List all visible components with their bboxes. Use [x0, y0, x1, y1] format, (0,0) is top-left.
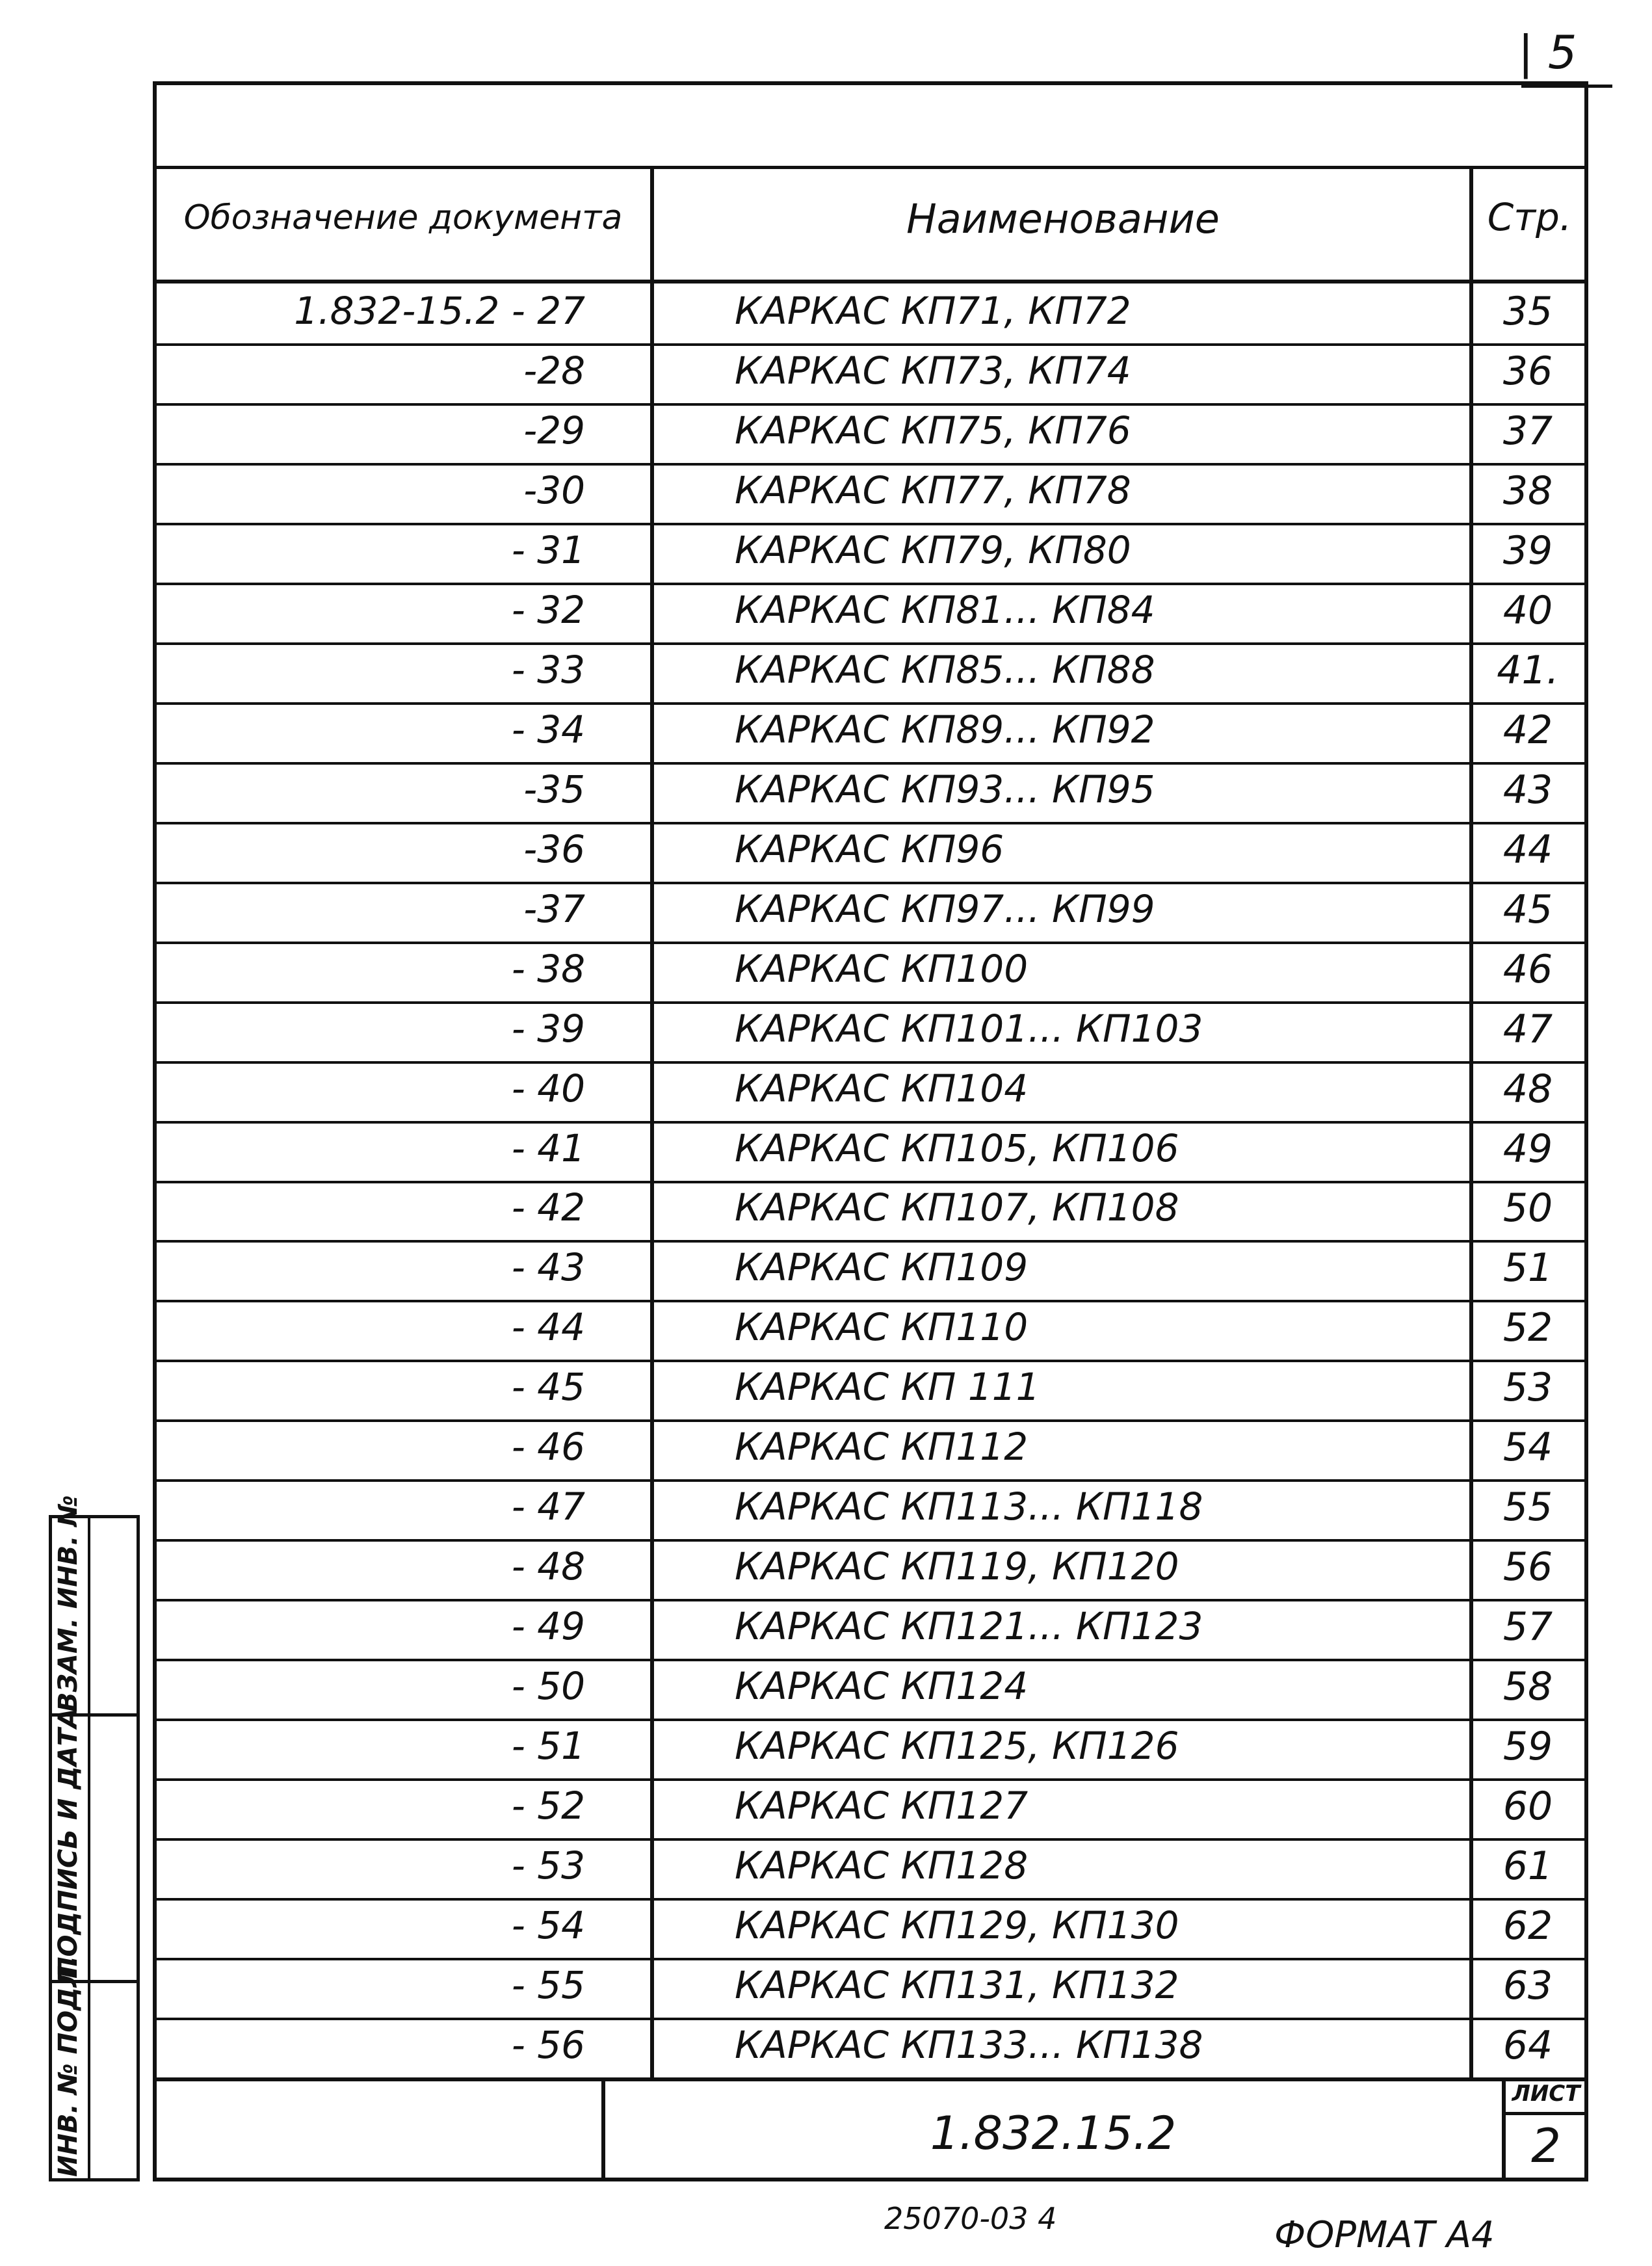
row-line: [153, 1181, 1588, 1183]
title-block-top-line: [153, 2077, 1588, 2081]
row-line: [153, 1240, 1588, 1243]
row-line: [153, 1479, 1588, 1482]
row-name: КАРКАС КП128: [735, 1843, 1029, 1888]
row-name: КАРКАС КП 111: [735, 1365, 1040, 1409]
row-page: 52: [1502, 1305, 1553, 1350]
row-name: КАРКАС КП85... КП88: [735, 648, 1155, 692]
row-name: КАРКАС КП73, КП74: [735, 349, 1131, 393]
row-line: [153, 463, 1588, 466]
row-page: 40: [1502, 588, 1553, 633]
row-line: [153, 702, 1588, 705]
row-code: - 53: [511, 1843, 585, 1888]
archive-number: 25070-03 4: [884, 2201, 1057, 2236]
row-name: КАРКАС КП81... КП84: [735, 588, 1155, 632]
row-name: КАРКАС КП124: [735, 1664, 1029, 1708]
row-name: КАРКАС КП105, КП106: [735, 1126, 1179, 1170]
row-code: - 52: [511, 1784, 585, 1828]
row-code: 1.832-15.2 - 27: [294, 289, 585, 333]
row-page: 63: [1502, 1963, 1553, 2009]
row-line: [153, 1898, 1588, 1901]
row-page: 44: [1502, 827, 1553, 873]
row-code: - 34: [511, 707, 585, 752]
row-name: КАРКАС КП77, КП78: [735, 468, 1131, 512]
row-line: [153, 1001, 1588, 1004]
row-page: 36: [1502, 349, 1553, 394]
row-code: - 48: [511, 1544, 585, 1588]
row-line: [153, 403, 1588, 406]
row-page: 59: [1502, 1724, 1553, 1769]
row-name: КАРКАС КП93... КП95: [735, 767, 1155, 811]
row-name: КАРКАС КП129, КП130: [735, 1903, 1179, 1947]
row-name: КАРКАС КП89... КП92: [735, 707, 1155, 752]
row-line: [153, 1121, 1588, 1124]
header-row-line: [153, 280, 1588, 283]
row-page: 53: [1502, 1365, 1553, 1410]
row-code: - 39: [511, 1007, 585, 1051]
row-name: КАРКАС КП131, КП132: [735, 1963, 1179, 2007]
header-col-name: Наименование: [906, 195, 1220, 243]
row-page: 61: [1502, 1843, 1553, 1889]
top-band-line: [153, 166, 1588, 169]
row-line: [153, 2018, 1588, 2020]
corner-page-mark: | 5: [1518, 26, 1577, 79]
row-page: 58: [1502, 1664, 1553, 1709]
row-name: КАРКАС КП75, КП76: [735, 408, 1131, 453]
row-code: - 31: [511, 528, 585, 572]
row-page: 60: [1502, 1784, 1553, 1829]
row-name: КАРКАС КП96: [735, 827, 1004, 871]
row-code: - 38: [511, 947, 585, 991]
sheet-label-line: [1502, 2112, 1588, 2115]
row-name: КАРКАС КП119, КП120: [735, 1544, 1179, 1588]
format-label: ФОРМАТ А4: [1274, 2214, 1495, 2256]
row-line: [153, 1300, 1588, 1302]
row-code: - 50: [511, 1664, 585, 1708]
row-page: 41.: [1497, 648, 1559, 693]
row-line: [153, 583, 1588, 585]
title-block-sep-left: [601, 2077, 605, 2181]
row-code: - 42: [511, 1185, 585, 1230]
row-code: -30: [523, 468, 585, 512]
row-line: [153, 882, 1588, 884]
row-line: [153, 1599, 1588, 1601]
row-code: -29: [523, 408, 585, 453]
row-page: 57: [1502, 1604, 1553, 1650]
row-code: - 51: [511, 1724, 585, 1768]
row-line: [153, 1061, 1588, 1064]
row-name: КАРКАС КП127: [735, 1784, 1029, 1828]
row-page: 43: [1502, 767, 1553, 813]
row-line: [153, 1539, 1588, 1542]
row-page: 50: [1502, 1185, 1553, 1231]
side-stamp-inv-label: ИНВ. № ПОДЛ.: [53, 1955, 83, 2177]
row-page: 47: [1502, 1007, 1553, 1052]
row-code: - 46: [511, 1425, 585, 1469]
row-page: 49: [1502, 1126, 1553, 1172]
row-name: КАРКАС КП79, КП80: [735, 528, 1131, 572]
row-line: [153, 1360, 1588, 1362]
row-line: [153, 1958, 1588, 1960]
row-name: КАРКАС КП133... КП138: [735, 2023, 1203, 2067]
row-page: 48: [1502, 1066, 1553, 1112]
row-code: -36: [523, 827, 585, 871]
row-line: [153, 1778, 1588, 1781]
row-name: КАРКАС КП125, КП126: [735, 1724, 1179, 1768]
row-name: КАРКАС КП109: [735, 1245, 1029, 1289]
document-number: 1.832.15.2: [930, 2107, 1177, 2160]
row-name: КАРКАС КП112: [735, 1425, 1029, 1469]
row-code: - 41: [511, 1126, 585, 1170]
row-code: - 47: [511, 1484, 585, 1529]
row-line: [153, 1719, 1588, 1721]
row-code: - 55: [511, 1963, 585, 2007]
row-name: КАРКАС КП71, КП72: [735, 289, 1131, 333]
row-name: КАРКАС КП110: [735, 1305, 1029, 1349]
row-name: КАРКАС КП113... КП118: [735, 1484, 1203, 1529]
row-name: КАРКАС КП107, КП108: [735, 1185, 1179, 1230]
row-page: 39: [1502, 528, 1553, 573]
row-page: 46: [1502, 947, 1553, 992]
row-line: [153, 942, 1588, 944]
side-stamp-sign-label: ПОДПИСЬ И ДАТА: [53, 1707, 83, 1979]
row-page: 51: [1502, 1245, 1553, 1291]
row-line: [153, 343, 1588, 346]
row-name: КАРКАС КП97... КП99: [735, 887, 1155, 931]
row-code: -37: [523, 887, 585, 931]
row-name: КАРКАС КП101... КП103: [735, 1007, 1203, 1051]
row-page: 62: [1502, 1903, 1553, 1949]
row-name: КАРКАС КП104: [735, 1066, 1029, 1111]
row-line: [153, 1838, 1588, 1841]
sheet-label: ЛИСТ: [1512, 2081, 1580, 2107]
row-line: [153, 1659, 1588, 1661]
row-code: - 33: [511, 648, 585, 692]
row-line: [153, 523, 1588, 525]
row-page: 35: [1502, 289, 1553, 334]
row-code: - 40: [511, 1066, 585, 1111]
row-page: 55: [1502, 1484, 1553, 1530]
header-col-code: Обозначение документа: [183, 198, 623, 237]
row-name: КАРКАС КП100: [735, 947, 1029, 991]
row-line: [153, 762, 1588, 765]
row-page: 37: [1502, 408, 1553, 454]
row-code: - 44: [511, 1305, 585, 1349]
row-page: 38: [1502, 468, 1553, 514]
row-page: 56: [1502, 1544, 1553, 1590]
row-page: 42: [1502, 707, 1553, 753]
row-line: [153, 1419, 1588, 1422]
header-col-page: Стр.: [1487, 195, 1572, 239]
row-page: 64: [1502, 2023, 1553, 2068]
row-page: 45: [1502, 887, 1553, 932]
sheet-number: 2: [1531, 2118, 1561, 2173]
row-code: -35: [523, 767, 585, 811]
row-code: - 43: [511, 1245, 585, 1289]
side-stamp-vzam-label: ВЗАМ. ИНВ. №: [53, 1495, 83, 1712]
row-code: - 49: [511, 1604, 585, 1648]
row-code: - 32: [511, 588, 585, 632]
row-code: - 54: [511, 1903, 585, 1947]
row-line: [153, 642, 1588, 645]
row-code: -28: [523, 349, 585, 393]
side-stamp-inner-line: [88, 1515, 90, 2181]
row-page: 54: [1502, 1425, 1553, 1470]
row-line: [153, 822, 1588, 824]
row-name: КАРКАС КП121... КП123: [735, 1604, 1203, 1648]
row-code: - 56: [511, 2023, 585, 2067]
row-code: - 45: [511, 1365, 585, 1409]
